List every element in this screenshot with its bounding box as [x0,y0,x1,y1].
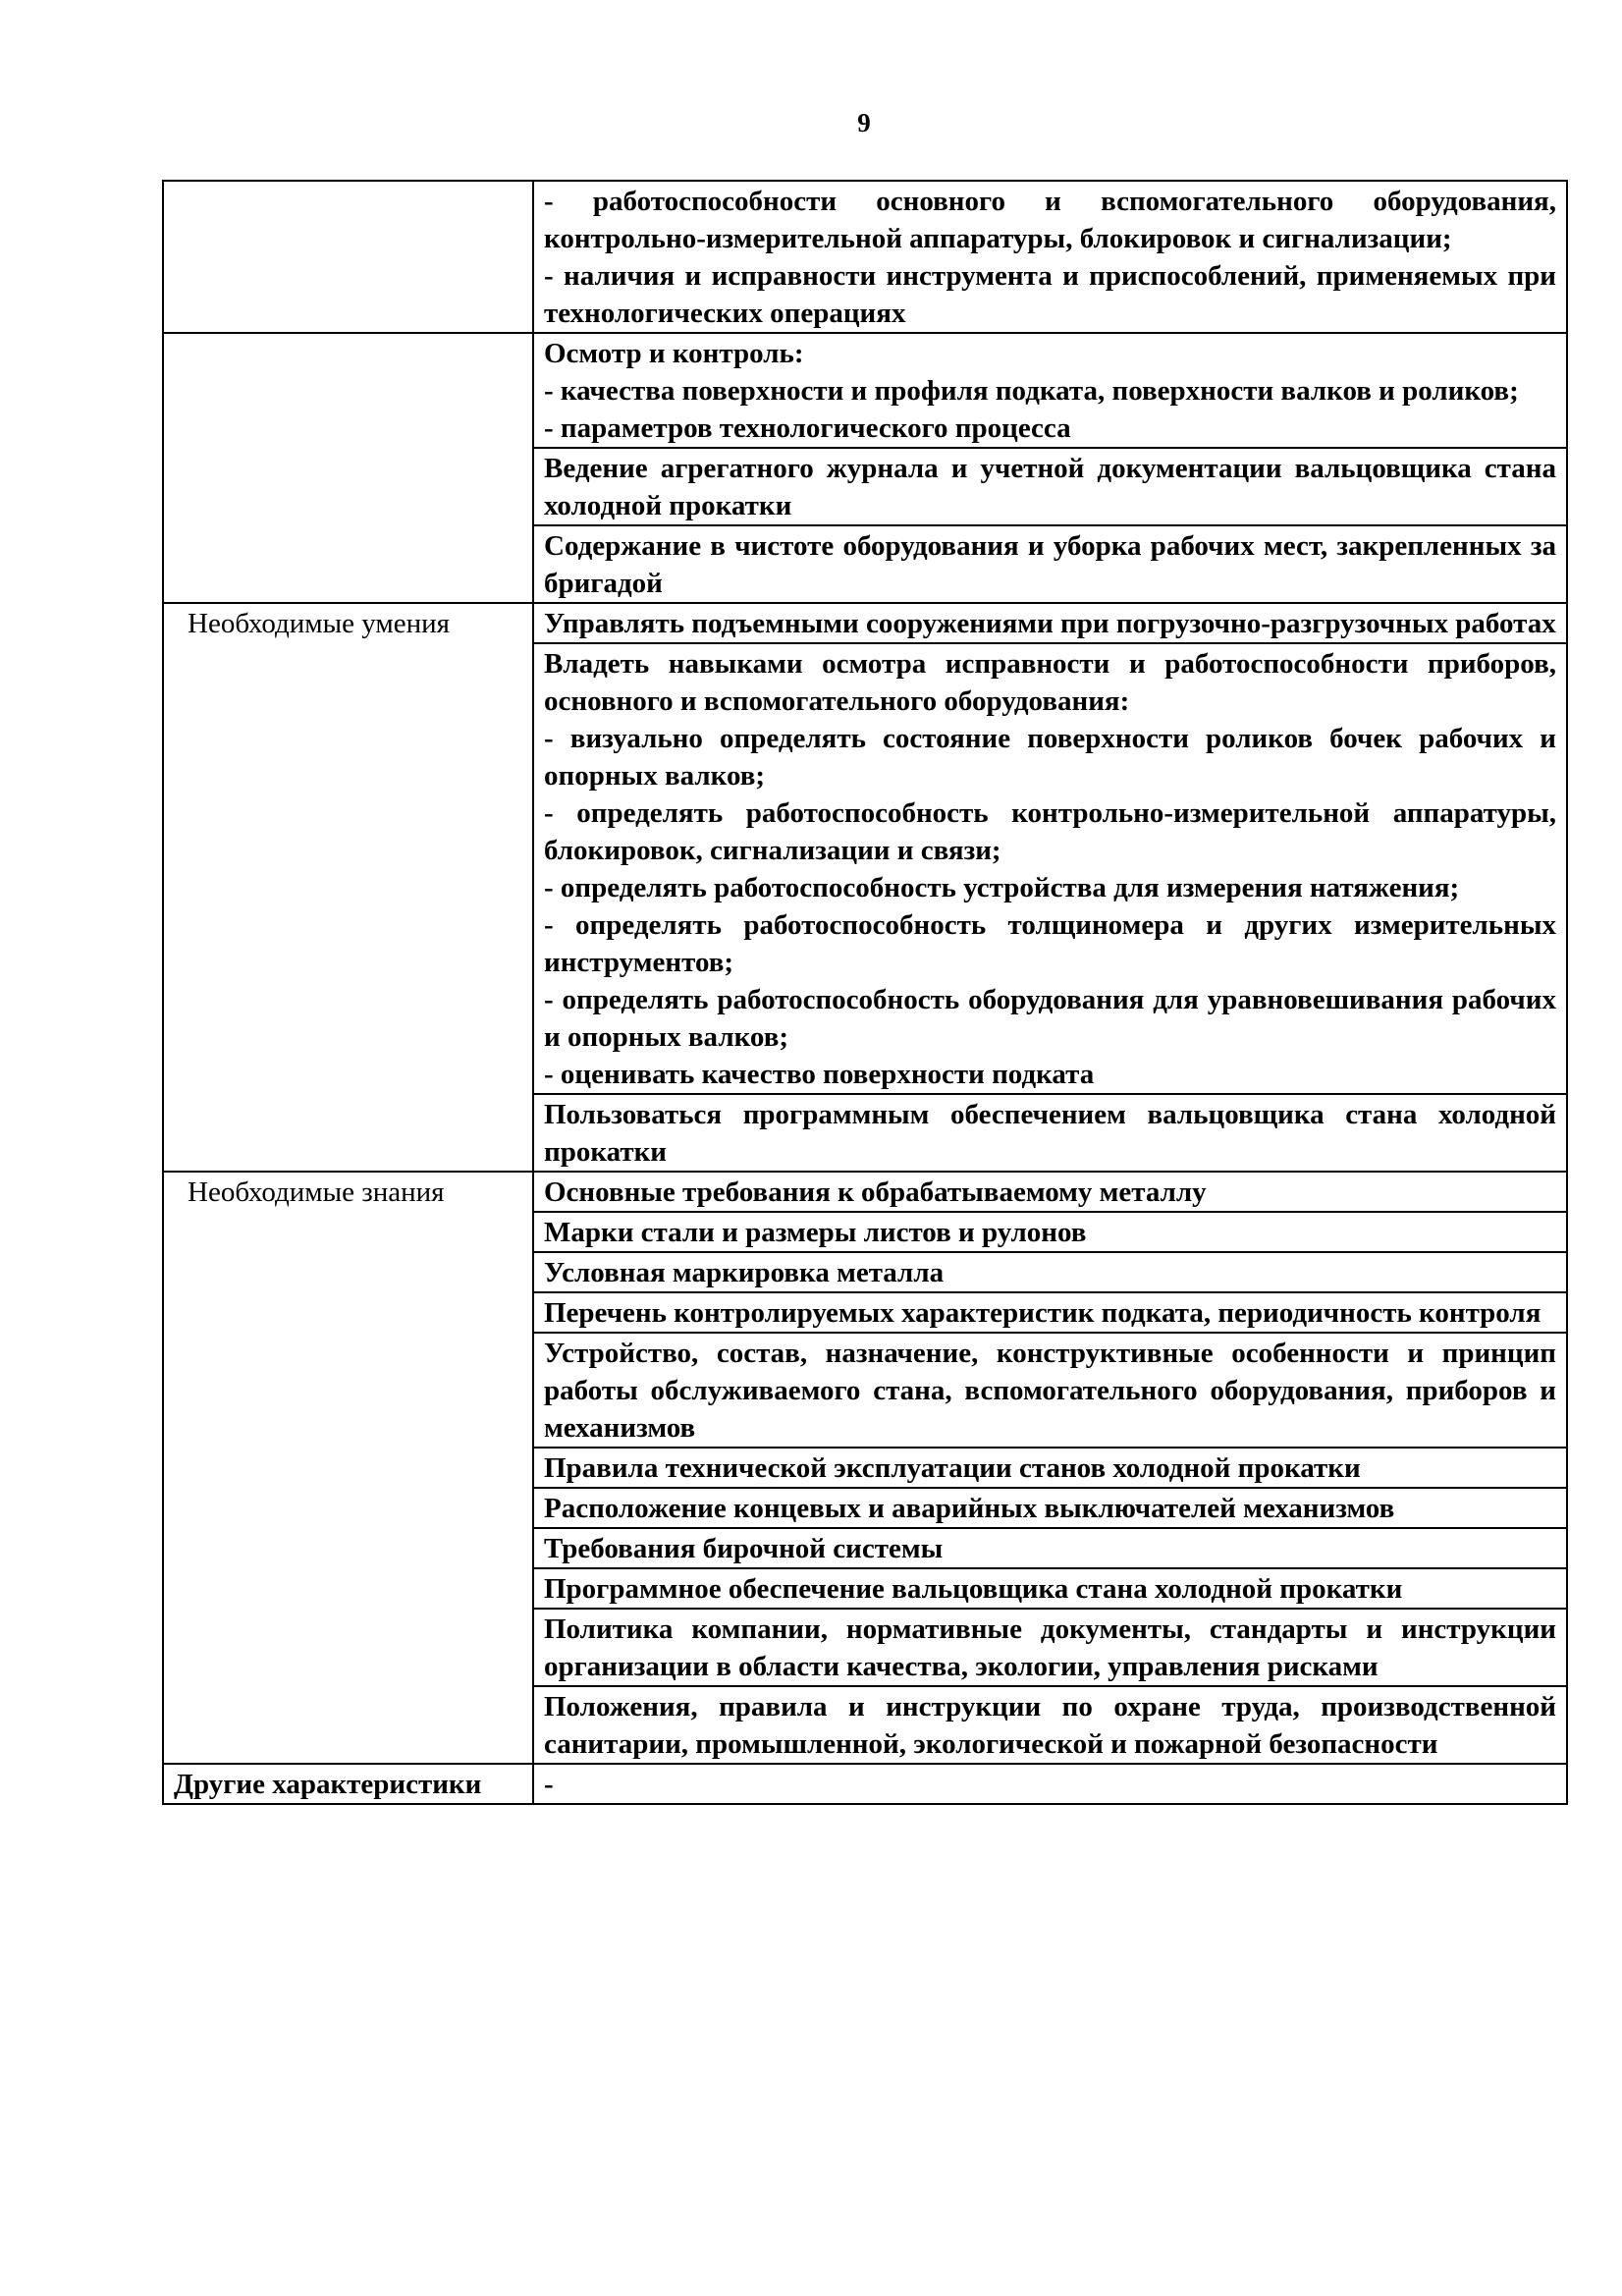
cell-line: - параметров технологического процесса [544,412,1071,444]
other-label-cell [163,1764,533,1804]
cell-line: - работоспособности основного и вспомогательного оборудования, контрольно-измерительной аппаратуры, блокировок и сигнализации; [544,186,1556,254]
cell-line: Ведение агрегатного журнала и учетной документации вальцовщика стана холодной прокатки [544,453,1556,521]
table-row [163,333,1567,448]
table-cell [533,643,1567,1094]
table-cell [533,1448,1567,1488]
table-cell [533,1172,1567,1212]
table-cell [533,1568,1567,1609]
cell-line: Политика компании, нормативные документы, стандарты и инструкции организации в области качества, экологии, управления рисками [544,1613,1556,1682]
table-row [163,181,1567,333]
table-cell [533,1094,1567,1172]
table-cell [533,1764,1567,1804]
cell-line: Перечень контролируемых характеристик подката, периодичность контроля [544,1297,1541,1329]
table-cell [533,1292,1567,1333]
cell-line: Правила технической эксплуатации станов холодной прокатки [544,1452,1361,1484]
cell-line: - определять работоспособность толщиномера и других измерительных инструментов; [544,909,1556,978]
cell-line: - определять работоспособность оборудования для уравновешивания рабочих и опорных валков; [544,984,1556,1053]
cell-line: Пользоваться программным обеспечением вальцовщика стана холодной прокатки [544,1099,1556,1168]
table-cell [533,1609,1567,1686]
cell-line: - визуально определять состояние поверхности роликов бочек рабочих и опорных валков; [544,723,1556,792]
empty-label-cell [163,181,533,333]
cell-line: - качества поверхности и профиля подката, поверхности валков и роликов; [544,375,1519,407]
table-row [163,1172,1567,1212]
table-cell [533,1212,1567,1252]
table-cell [533,1686,1567,1764]
requirements-table [162,180,1568,1805]
cell-line: Управлять подъемными сооружениями при погрузочно-разгрузочных работах [544,608,1556,639]
cell-line: Марки стали и размеры листов и рулонов [544,1217,1087,1248]
table-cell [533,181,1567,333]
cell-line: - наличия и исправности инструмента и приспособлений, применяемых при технологических операциях [544,260,1556,329]
cell-line: - определять работоспособность устройства для измерения натяжения; [544,872,1460,903]
cell-line: Владеть навыками осмотра исправности и работоспособности приборов, основного и вспомогательного оборудования: [544,648,1556,717]
cell-line: - определять работоспособность контрольно-измерительной аппаратуры, блокировок, сигнализации и связи; [544,797,1556,866]
page-number: 9 [857,108,871,137]
empty-label-cell [163,333,533,603]
table-cell [533,448,1567,525]
table-cell [533,1528,1567,1568]
knowledge-label: Необходимые знания [188,1176,445,1208]
table-cell [533,333,1567,448]
table-cell [533,1488,1567,1528]
cell-line: Программное обеспечение вальцовщика стана холодной прокатки [544,1573,1403,1605]
table-row [163,1764,1567,1804]
cell-line: Содержание в чистоте оборудования и уборка рабочих мест, закрепленных за бригадой [544,530,1556,599]
cell-line: Положения, правила и инструкции по охране труда, производственной санитарии, промышленной, экологической и пожарной безопасности [544,1691,1556,1760]
other-value: - [544,1769,554,1800]
table-row [163,603,1567,643]
cell-line: Требования бирочной системы [544,1533,944,1564]
skills-label-cell [163,603,533,1172]
cell-line: Условная маркировка металла [544,1257,945,1288]
table-cell [533,525,1567,603]
table-cell [533,603,1567,643]
table-cell [533,1252,1567,1292]
knowledge-label-cell [163,1172,533,1764]
skills-label: Необходимые умения [188,608,450,639]
cell-line: Расположение концевых и аварийных выключателей механизмов [544,1493,1395,1524]
cell-line: Устройство, состав, назначение, конструктивные особенности и принцип работы обслуживаемого стана, вспомогательного оборудования, приборов и механизмов [544,1338,1556,1444]
table-cell [533,1333,1567,1448]
cell-line: Осмотр и контроль: [544,338,804,369]
cell-line: Основные требования к обрабатываемому металлу [544,1176,1207,1208]
other-label: Другие характеристики [174,1769,482,1800]
cell-line: - оценивать качество поверхности подката [544,1059,1095,1090]
